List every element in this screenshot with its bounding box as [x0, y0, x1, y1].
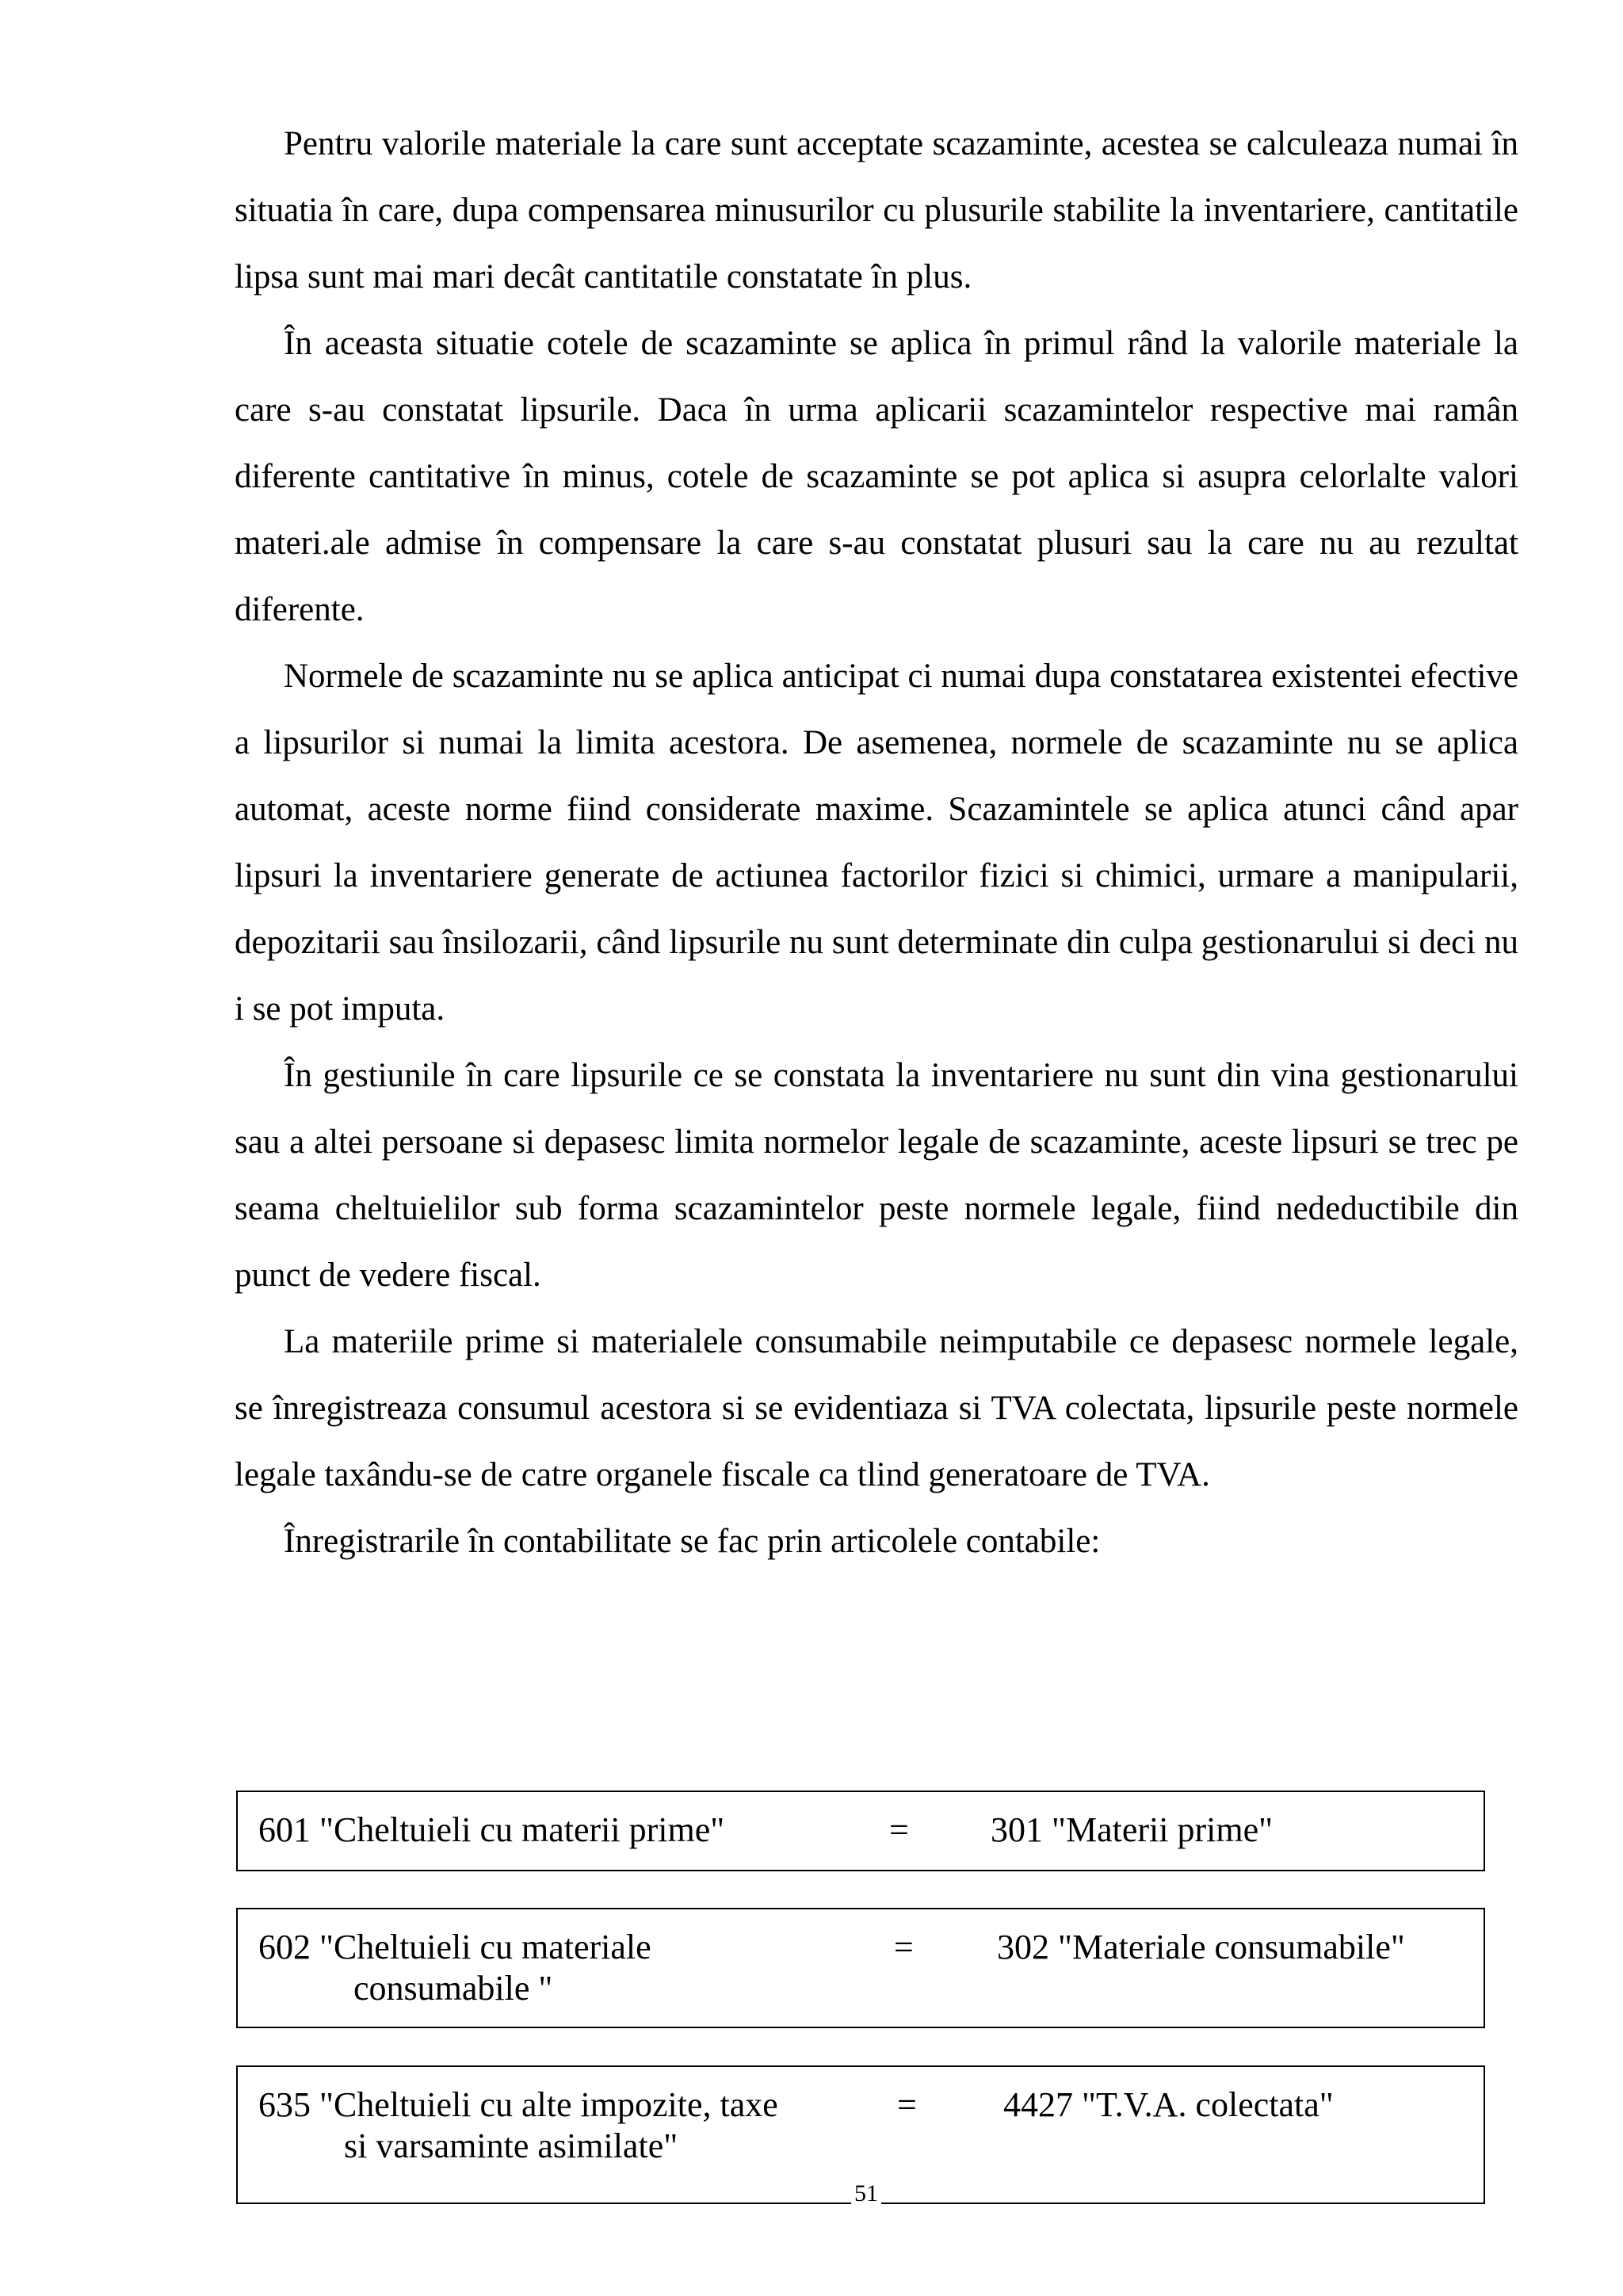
paragraph: Înregistrarile în contabilitate se fac prin articolele contabile:: [284, 1523, 1101, 1560]
equals-sign: =: [897, 2085, 917, 2124]
accounting-entry-box: [236, 1791, 1485, 1871]
debit-account-line: 602 "Cheltuieli cu materiale: [258, 1928, 651, 1966]
credit-account: 302 "Materiale consumabile": [997, 1928, 1405, 1966]
debit-account: [258, 1927, 1059, 2009]
paragraph: În aceasta situatie cotele de scazaminte se aplica în primul rând la valorile materiale la care s-au constatat lipsurile. Daca în urma aplicarii scazamintelor respective mai ramân diferente cantitative în minus, cotele de scazaminte se pot aplica si asupra celorlalte valori materi.ale admise în compensare la care s-au constatat plusuri sau la care nu au rezultat diferente.: [235, 325, 1518, 628]
page-number: 51: [851, 2180, 881, 2207]
debit-account: [258, 1810, 1059, 1851]
accounting-entry-box: [236, 1908, 1485, 2028]
debit-account-continuation: si varsaminte asimilate": [344, 2126, 678, 2165]
credit-account: 301 "Materii prime": [991, 1810, 1274, 1849]
paragraph: Normele de scazaminte nu se aplica anticipat ci numai dupa constatarea existentei efective a lipsurilor si numai la limita acestora. De asemenea, normele de scazaminte nu se aplica automat, aceste norme fiind considerate maxime. Scazamintele se aplica atunci când apar lipsuri la inventariere generate de actiunea factorilor fizici si chimici, urmare a manipularii, depozitarii sau însilozarii, când lipsurile nu sunt determinate din culpa gestionarului si deci nu i se pot imputa.: [235, 658, 1518, 1028]
body-text: [235, 111, 1518, 1575]
debit-account-continuation: consumabile ": [353, 1969, 553, 2008]
paragraph: La materiile prime si materialele consumabile neimputabile ce depasesc normele legale, se înregistreaza consumul acestora si se evidentiaza si TVA colectata, lipsurile peste normele legale taxându-se de catre organele fiscale ca tlind generatoare de TVA.: [235, 1323, 1518, 1493]
debit-account: [258, 2084, 1059, 2167]
debit-account-line: 635 "Cheltuieli cu alte impozite, taxe: [258, 2085, 778, 2124]
equals-sign: =: [889, 1810, 909, 1849]
equals-sign: =: [894, 1928, 914, 1966]
paragraph: În gestiunile în care lipsurile ce se constata la inventariere nu sunt din vina gestionarului sau a altei persoane si depasesc limita normelor legale de scazaminte, aceste lipsuri se trec pe seama cheltuielilor sub forma scazamintelor peste normele legale, fiind nedeductibile din punct de vedere fiscal.: [235, 1057, 1518, 1294]
paragraph: Pentru valorile materiale la care sunt acceptate scazaminte, acestea se calculeaza numai în situatia în care, dupa compensarea minusurilor cu plusurile stabilite la inventariere, cantitatile lipsa sunt mai mari decât cantitatile constatate în plus.: [235, 125, 1518, 296]
debit-account-line: 601 "Cheltuieli cu materii prime": [258, 1810, 725, 1849]
credit-account: 4427 "T.V.A. colectata": [1003, 2085, 1334, 2124]
